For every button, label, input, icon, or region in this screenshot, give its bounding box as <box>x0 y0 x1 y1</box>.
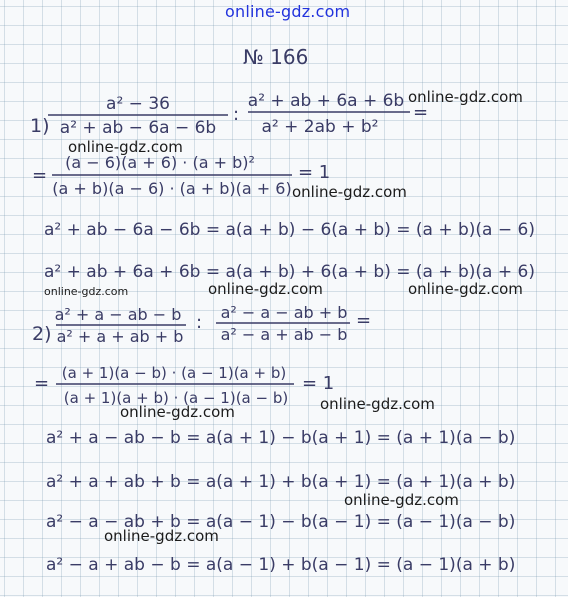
watermark-top: online-gdz.com <box>225 2 351 21</box>
part1-result: = 1 <box>298 162 331 183</box>
part2-factorization-line2: a² + a + ab + b = a(a + 1) + b(a + 1) = (a + 1)(a + b) <box>46 472 516 492</box>
part1-step-equals: = <box>32 165 48 186</box>
watermark: online-gdz.com <box>44 285 129 298</box>
part2-step-denominator: (a + 1)(a + b) · (a − 1)(a − b) <box>63 389 289 407</box>
part2-step-equals: = <box>34 373 50 394</box>
watermark: online-gdz.com <box>344 491 459 509</box>
part2-factorization-line1: a² + a − ab − b = a(a + 1) − b(a + 1) = (a + 1)(a − b) <box>46 428 516 448</box>
watermark: online-gdz.com <box>120 403 235 421</box>
part2-fraction2-denominator: a² − a + ab − b <box>220 325 348 344</box>
part1-step-numerator: (a − 6)(a + 6) · (a + b)² <box>65 153 255 172</box>
watermark: online-gdz.com <box>408 280 523 298</box>
watermark: online-gdz.com <box>208 280 323 298</box>
part1-divide-sign: : <box>233 104 240 125</box>
watermark: online-gdz.com <box>104 527 219 545</box>
problem-number: № 166 <box>243 45 309 69</box>
part1-factorization-line1: a² + ab − 6a − 6b = a(a + b) − 6(a + b) = (a + b)(a − 6) <box>44 220 535 240</box>
part1-step-denominator: (a + b)(a − 6) · (a + b)(a + 6) <box>52 179 292 198</box>
watermark: online-gdz.com <box>408 88 523 106</box>
part2-step-numerator: (a + 1)(a − b) · (a − 1)(a + b) <box>61 364 287 382</box>
part2-fraction1-numerator: a² + a − ab − b <box>54 305 182 324</box>
watermark: online-gdz.com <box>320 395 435 413</box>
part2-factorization-line3: a² − a − ab + b = a(a − 1) − b(a − 1) = (a − 1)(a − b) <box>46 512 516 532</box>
part2-fraction2-numerator: a² − a − ab + b <box>220 303 348 322</box>
part2-divide-sign: : <box>196 312 203 333</box>
part2-result: = 1 <box>302 373 335 394</box>
part1-fraction1-numerator: a² − 36 <box>106 94 170 114</box>
part1-fraction2-denominator: a² + 2ab + b² <box>261 117 379 137</box>
part2-factorization-line4: a² − a + ab − b = a(a − 1) + b(a − 1) = (a − 1)(a + b) <box>46 555 516 575</box>
part1-label: 1) <box>30 115 50 137</box>
part2-fraction1-denominator: a² + a + ab + b <box>56 327 184 346</box>
part1-fraction1-denominator: a² + ab − 6a − 6b <box>59 118 217 138</box>
part1-fraction2-numerator: a² + ab + 6a + 6b <box>247 91 405 111</box>
part1-factorization-line2: a² + ab + 6a + 6b = a(a + b) + 6(a + b) = (a + b)(a + 6) <box>44 262 535 282</box>
part2-equals: = <box>356 310 372 331</box>
part2-label: 2) <box>32 323 52 345</box>
watermark: online-gdz.com <box>68 138 183 156</box>
part1-equals: = <box>413 102 429 123</box>
watermark: online-gdz.com <box>292 183 407 201</box>
